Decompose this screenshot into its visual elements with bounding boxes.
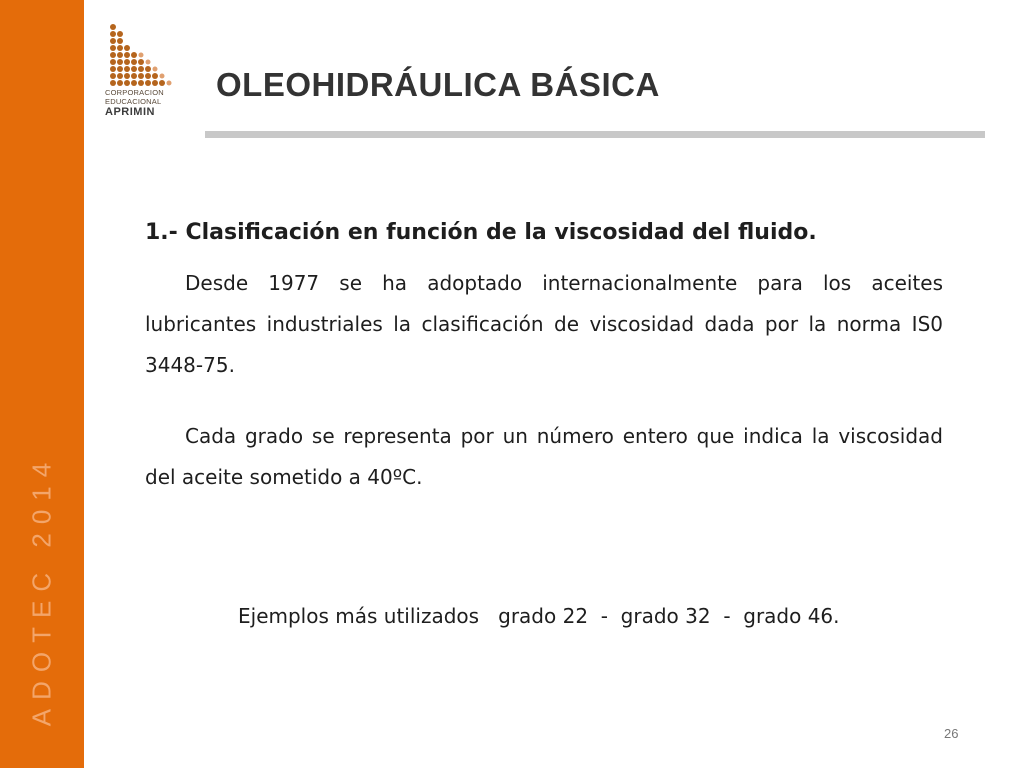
title-divider	[205, 131, 985, 138]
sidebar-band	[0, 0, 84, 768]
logo-dots-icon	[105, 22, 177, 88]
logo-text-line2: EDUCACIONAL	[105, 97, 162, 106]
sidebar-vertical-text: ADOTEC 2014	[26, 453, 57, 727]
examples-line: Ejemplos más utilizados grado 22 - grado 32 - grado 46.	[238, 604, 840, 628]
aprimin-logo	[105, 22, 177, 120]
section-heading: 1.- Clasificación en función de la viscosidad del fluido.	[145, 220, 817, 245]
paragraph-grade-definition: Cada grado se representa por un número entero que indica la viscosidad del aceite sometido a 40ºC.	[145, 424, 943, 489]
slide-content	[145, 220, 943, 498]
slide-title: OLEOHIDRÁULICA BÁSICA	[216, 66, 660, 103]
logo-text-line1: CORPORACION	[105, 88, 164, 97]
paragraph-iso-norm: Desde 1977 se ha adoptado internacionalmente para los aceites lubricantes industriales la clasificación de viscosidad dada por la norma IS0 3448-75.	[145, 271, 943, 377]
page-number: 26	[944, 726, 959, 741]
logo-text-line3: APRIMIN	[105, 106, 155, 118]
